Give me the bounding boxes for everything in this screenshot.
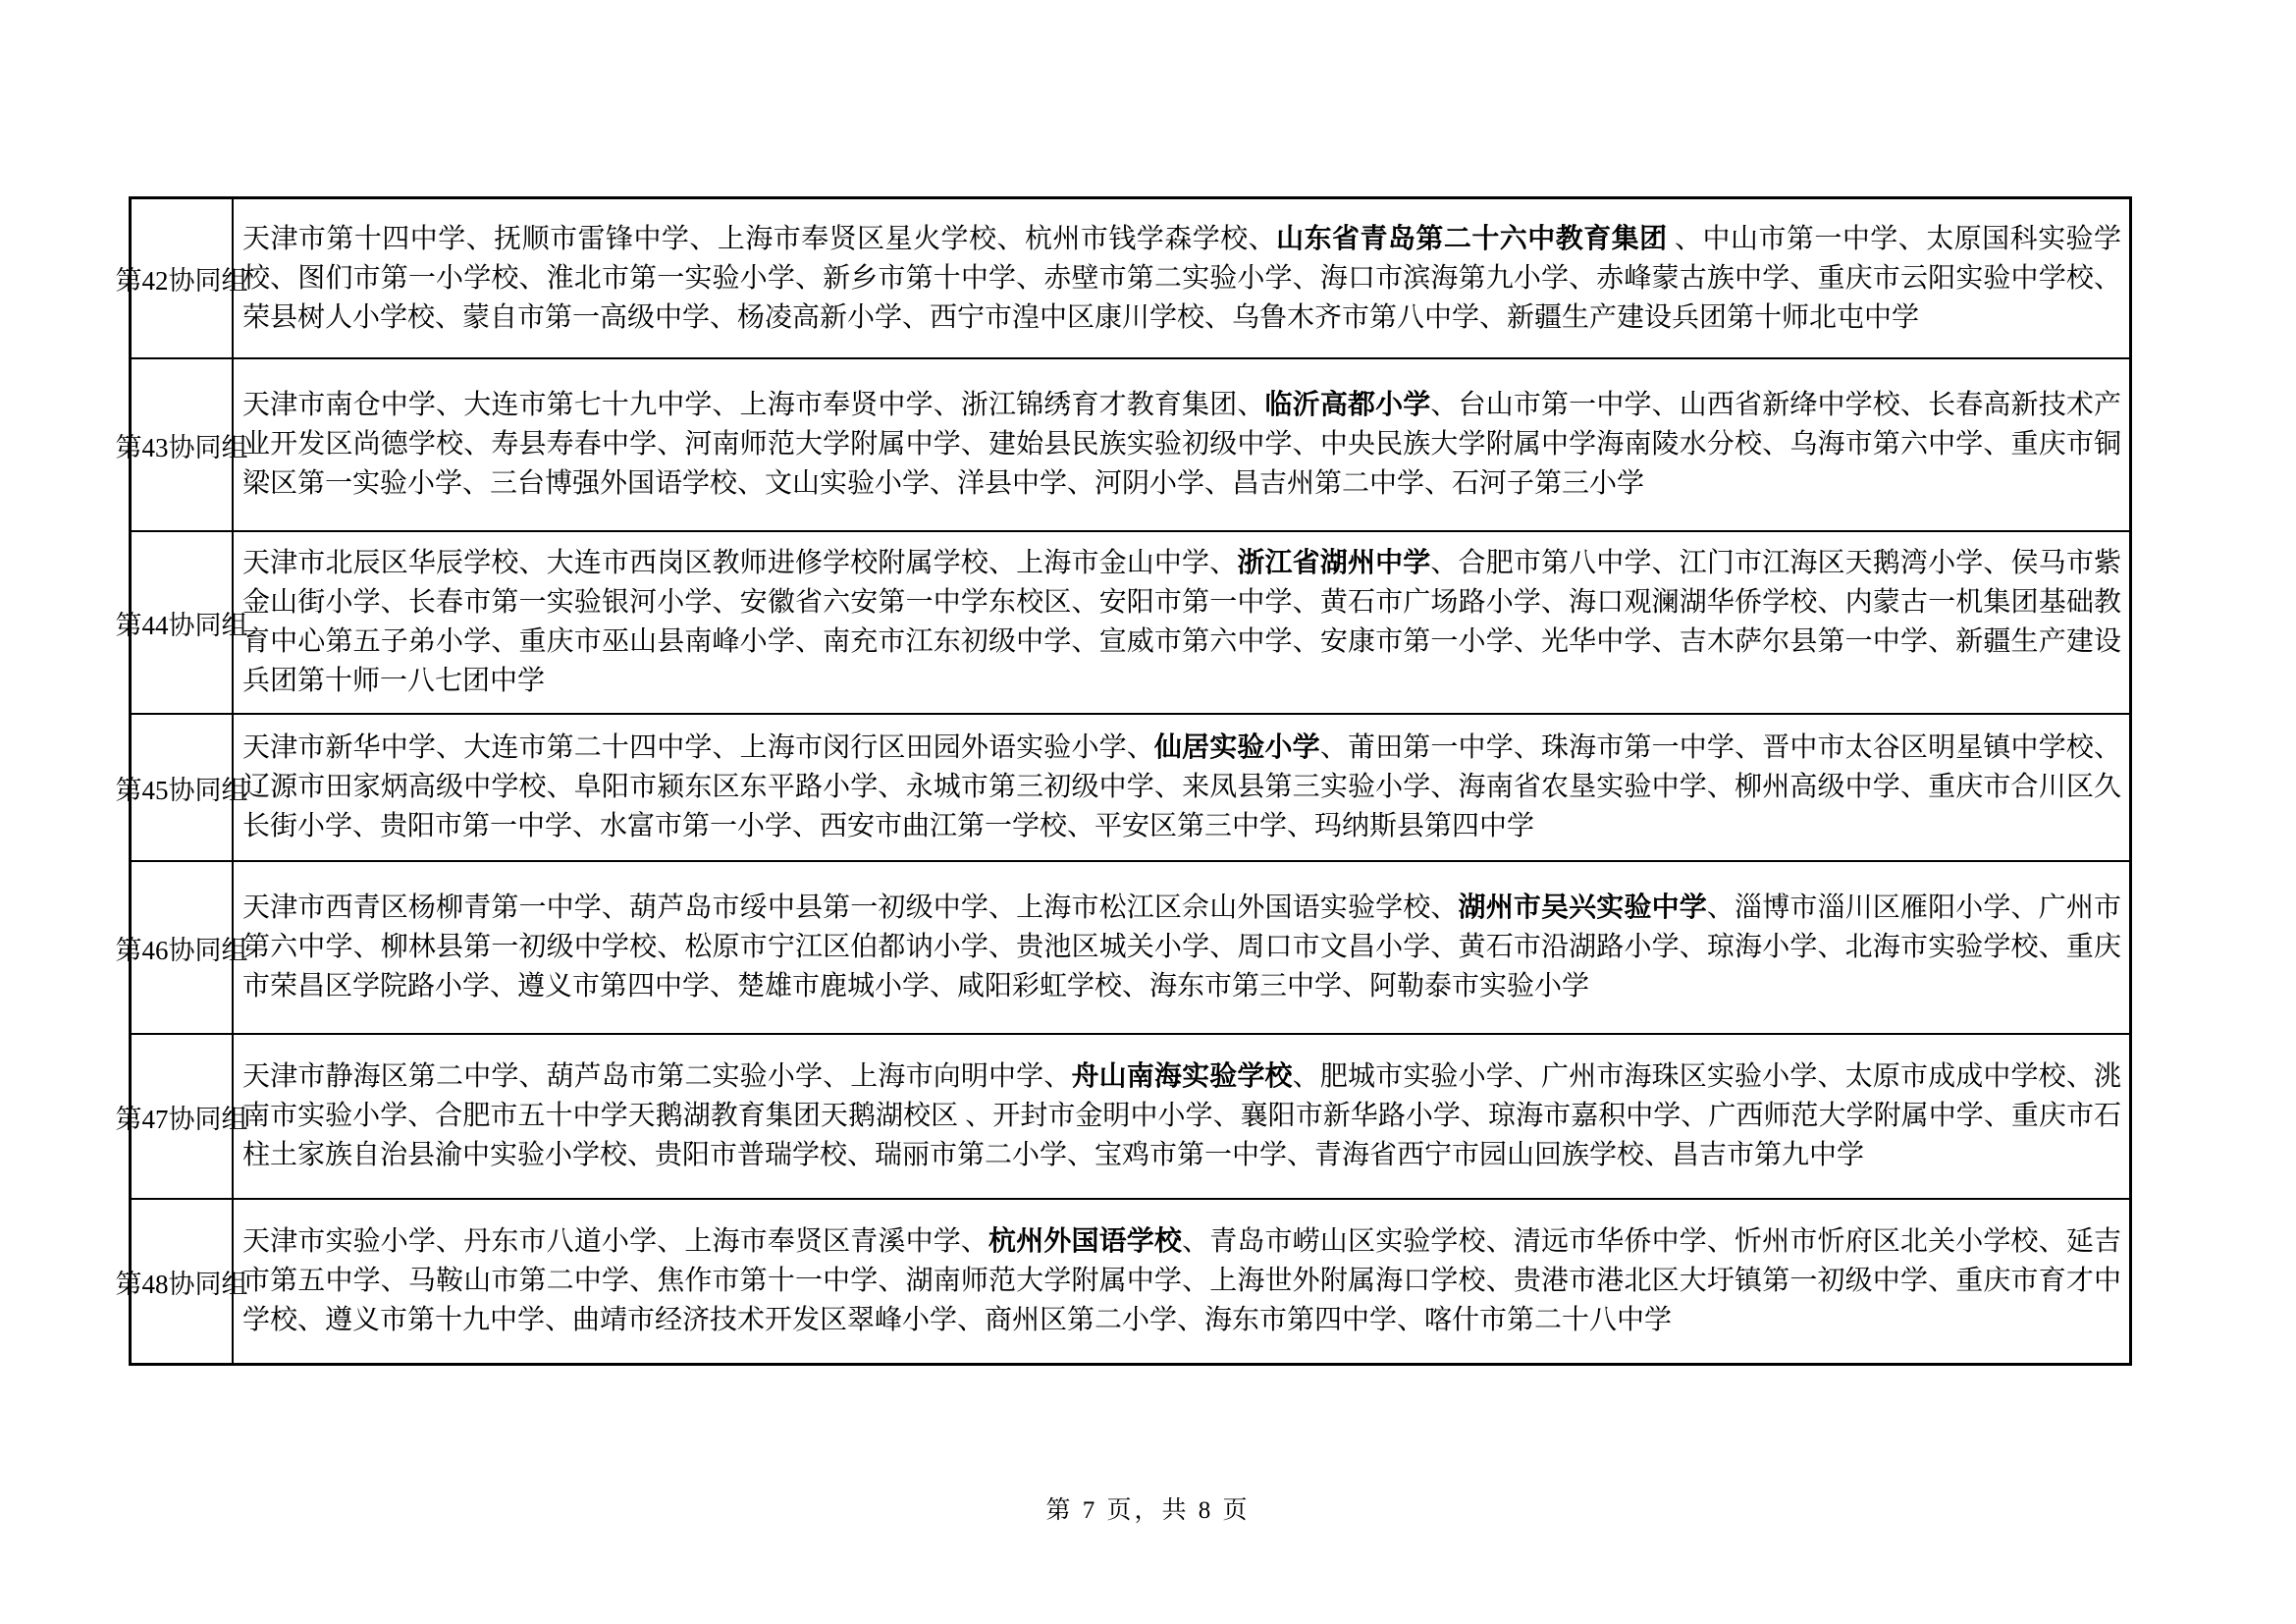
school-names: 天津市静海区第二中学、葫芦岛市第二实验小学、上海市向明中学、 xyxy=(242,1061,1072,1092)
groups-table xyxy=(115,196,2132,1366)
table-row xyxy=(115,199,2129,359)
school-names: 、台山市第一中学、山西省新绛中学校、长春高新技术产业开发区尚德学校、寿县寿春中学、河南师范大学附属中学、建始县民族实验初级中学、中央民族大学附属中学海南陵水分校、乌海市第六中学、重庆市铜梁区第一实验小学、三台博强外国语学校、文山实验小学、洋县中学、河阴小学、昌吉州第二中学、石河子第三小学 xyxy=(242,390,2121,499)
school-list-cell xyxy=(234,359,2129,530)
school-names: 天津市北辰区华辰学校、大连市西岗区教师进修学校附属学校、上海市金山中学、 xyxy=(242,548,1238,578)
school-names: 天津市第十四中学、抚顺市雷锋中学、上海市奉贤区星火学校、杭州市钱学森学校、 xyxy=(242,223,1277,254)
bold-school-name: 杭州外国语学校 xyxy=(988,1226,1183,1257)
page-footer: 第 7 页，共 8 页 xyxy=(1045,1497,1251,1524)
bold-school-name: 舟山南海实验学校 xyxy=(1071,1061,1293,1092)
school-names: 天津市南仓中学、大连市第七十九中学、上海市奉贤中学、浙江锦绣育才教育集团、 xyxy=(242,390,1265,420)
bold-school-name: 临沂高都小学 xyxy=(1264,390,1431,420)
school-names: 、合肥市第八中学、江门市江海区天鹅湾小学、侯马市紫金山街小学、长春市第一实验银河小学、安徽省六安第一中学东校区、安阳市第一中学、黄石市广场路小学、海口观澜湖华侨学校、内蒙古一机集团基础教育中心第五子弟小学、重庆市巫山县南峰小学、南充市江东初级中学、宣威市第六中学、安康市第一小学、光华中学、吉木萨尔县第一中学、新疆生产建设兵团第十师一八七团中学 xyxy=(242,548,2121,696)
table-row xyxy=(115,359,2129,532)
group-label: 第42协同组 xyxy=(132,199,234,357)
school-list-text xyxy=(242,386,2121,504)
bold-school-name: 浙江省湖州中学 xyxy=(1237,548,1431,578)
school-list-cell xyxy=(234,715,2129,860)
group-label: 第45协同组 xyxy=(132,715,234,860)
table-row xyxy=(115,1035,2129,1200)
bold-school-name: 湖州市吴兴实验中学 xyxy=(1458,893,1707,923)
table-row xyxy=(115,1200,2129,1363)
school-names: 、肥城市实验小学、广州市海珠区实验小学、太原市成成中学校、洮南市实验小学、合肥市五十中学天鹅湖教育集团天鹅湖校区 、开封市金明中小学、襄阳市新华路小学、琼海市嘉积中学、广西师范大学附属中学、重庆市石柱土家族自治县渝中实验小学校、贵阳市普瑞学校、瑞丽市第二小学、宝鸡市第一中学、青海省西宁市园山回族学校、昌吉市第九中学 xyxy=(242,1061,2121,1170)
school-names: 天津市新华中学、大连市第二十四中学、上海市闵行区田园外语实验小学、 xyxy=(242,732,1154,763)
school-names: 天津市实验小学、丹东市八道小学、上海市奉贤区青溪中学、 xyxy=(242,1226,989,1257)
school-list-text xyxy=(242,220,2121,338)
bold-school-name: 仙居实验小学 xyxy=(1153,732,1320,763)
group-label: 第48协同组 xyxy=(132,1200,234,1363)
school-names: 、莆田第一中学、珠海市第一中学、晋中市太谷区明星镇中学校、辽源市田家炳高级中学校、阜阳市颍东区东平路小学、永城市第三初级中学、来凤县第三实验小学、海南省农垦实验中学、柳州高级中学、重庆市合川区久长街小学、贵阳市第一中学、水富市第一小学、西安市曲江第一学校、平安区第三中学、玛纳斯县第四中学 xyxy=(242,732,2121,841)
table-row xyxy=(115,862,2129,1035)
bold-school-name: 山东省青岛第二十六中教育集团 xyxy=(1276,223,1668,254)
school-names: 天津市西青区杨柳青第一中学、葫芦岛市绥中县第一初级中学、上海市松江区佘山外国语实验学校、 xyxy=(242,893,1459,923)
school-list-cell xyxy=(234,1035,2129,1198)
school-list-text xyxy=(242,1057,2121,1175)
school-list-text xyxy=(242,729,2121,846)
school-list-cell xyxy=(234,199,2129,357)
group-label: 第44协同组 xyxy=(132,532,234,713)
group-label: 第46协同组 xyxy=(132,862,234,1033)
school-names: 、青岛市崂山区实验学校、清远市华侨中学、忻州市忻府区北关小学校、延吉市第五中学、马鞍山市第二中学、焦作市第十一中学、湖南师范大学附属中学、上海世外附属海口学校、贵港市港北区大圩镇第一初级中学、重庆市育才中学校、遵义市第十九中学、曲靖市经济技术开发区翠峰小学、商州区第二小学、海东市第四中学、喀什市第二十八中学 xyxy=(242,1226,2121,1335)
school-list-text xyxy=(242,544,2121,701)
school-names: 、中山市第一中学、太原国科实验学校、图们市第一小学校、淮北市第一实验小学、新乡市第十中学、赤壁市第二实验小学、海口市滨海第九小学、赤峰蒙古族中学、重庆市云阳实验中学校、荣县树人小学校、蒙自市第一高级中学、杨凌高新小学、西宁市湟中区康川学校、乌鲁木齐市第八中学、新疆生产建设兵团第十师北屯中学 xyxy=(242,223,2121,333)
school-list-cell xyxy=(234,532,2129,713)
school-list-cell xyxy=(234,1200,2129,1363)
table-row xyxy=(115,715,2129,862)
group-label: 第43协同组 xyxy=(132,359,234,530)
table-row xyxy=(115,532,2129,715)
school-list-text xyxy=(242,1222,2121,1340)
school-list-text xyxy=(242,889,2121,1006)
school-names: 、淄博市淄川区雁阳小学、广州市第六中学、柳林县第一初级中学校、松原市宁江区伯都讷小学、贵池区城关小学、周口市文昌小学、黄石市沿湖路小学、琼海小学、北海市实验学校、重庆市荣昌区学院路小学、遵义市第四中学、楚雄市鹿城小学、咸阳彩虹学校、海东市第三中学、阿勒泰市实验小学 xyxy=(242,893,2121,1001)
school-list-cell xyxy=(234,862,2129,1033)
group-label: 第47协同组 xyxy=(132,1035,234,1198)
